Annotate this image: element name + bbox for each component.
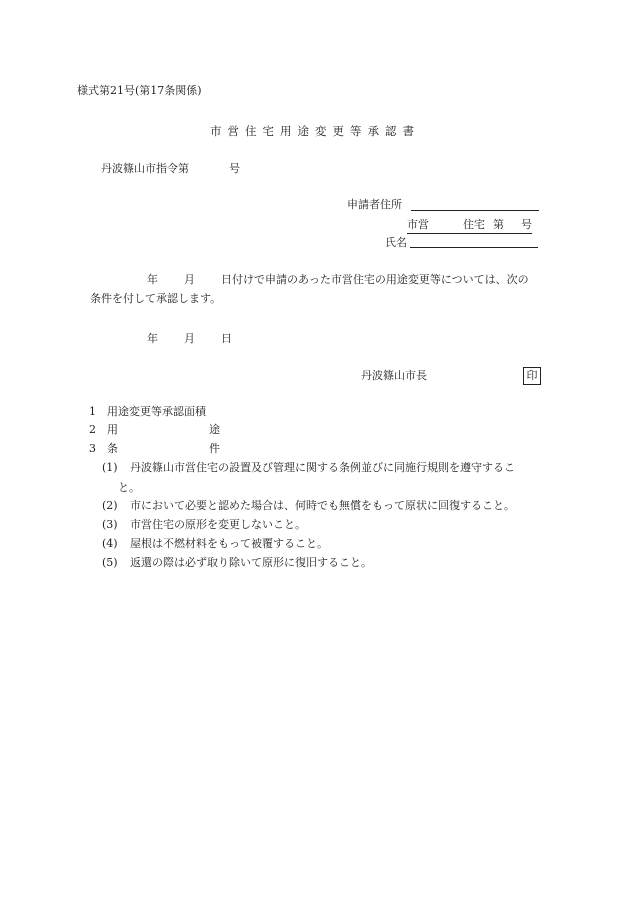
issue-year: 年	[147, 332, 158, 345]
item-number: 1	[89, 405, 96, 418]
item-label-a: 条	[107, 442, 118, 455]
reference-number	[101, 162, 240, 176]
condition-5	[102, 556, 372, 570]
condition-text: 屋根は不燃材料をもって被覆すること。	[130, 537, 328, 550]
condition-2	[102, 499, 515, 513]
unit-part-number-prefix: 第	[493, 218, 517, 234]
condition-number: (1)	[102, 461, 118, 474]
item-2	[89, 423, 220, 437]
condition-text: 丹波篠山市営住宅の設置及び管理に関する条例並びに同施行規則を遵守するこ	[130, 461, 515, 474]
item-number: 3	[89, 442, 96, 455]
unit-part-number-suffix: 号	[517, 218, 532, 234]
body-line1-text: 日付けで申請のあった市営住宅の用途変更等については、次の	[221, 273, 529, 286]
issue-date	[147, 332, 232, 346]
applicant-name-label: 氏名	[385, 236, 407, 249]
item-number: 2	[89, 423, 96, 436]
document-title: 市営住宅用途変更等承認書	[210, 124, 420, 138]
applicant-name-line	[410, 247, 538, 248]
body-line-1	[147, 273, 529, 287]
condition-number: (3)	[102, 518, 118, 531]
issuer-name: 丹波篠山市長	[361, 369, 427, 382]
issue-day: 日	[221, 332, 232, 345]
condition-3	[102, 518, 306, 532]
body-month: 月	[184, 273, 195, 286]
item-label: 用途変更等承認面積	[107, 405, 206, 418]
seal-box: 印	[523, 367, 541, 385]
item-3	[89, 442, 220, 456]
reference-suffix: 号	[229, 162, 240, 175]
condition-number: (5)	[102, 556, 118, 569]
condition-1	[102, 461, 515, 475]
applicant-unit	[407, 218, 532, 234]
condition-1-continuation: と。	[118, 481, 140, 494]
condition-text: 市において必要と認めた場合は、何時でも無償をもって原状に回復すること。	[130, 499, 515, 512]
condition-number: (4)	[102, 537, 118, 550]
condition-4	[102, 537, 328, 551]
form-number: 様式第21号(第17条関係)	[77, 84, 202, 97]
item-label-b: 件	[209, 442, 220, 455]
item-label-a: 用	[107, 423, 118, 436]
applicant-address-label: 申請者住所	[347, 198, 402, 211]
item-1	[89, 405, 206, 419]
reference-prefix: 丹波篠山市指令第	[101, 162, 189, 175]
body-line-2: 条件を付して承認します。	[90, 292, 222, 305]
condition-text: 返還の際は必ず取り除いて原形に復旧すること。	[130, 556, 372, 569]
body-year: 年	[147, 273, 158, 286]
applicant-address-line	[411, 210, 539, 211]
unit-part-municipal: 市営	[407, 218, 448, 234]
unit-part-housing: 住宅	[448, 218, 493, 234]
item-label-b: 途	[209, 423, 220, 436]
condition-text: 市営住宅の原形を変更しないこと。	[130, 518, 306, 531]
condition-number: (2)	[102, 499, 118, 512]
issue-month: 月	[184, 332, 195, 345]
